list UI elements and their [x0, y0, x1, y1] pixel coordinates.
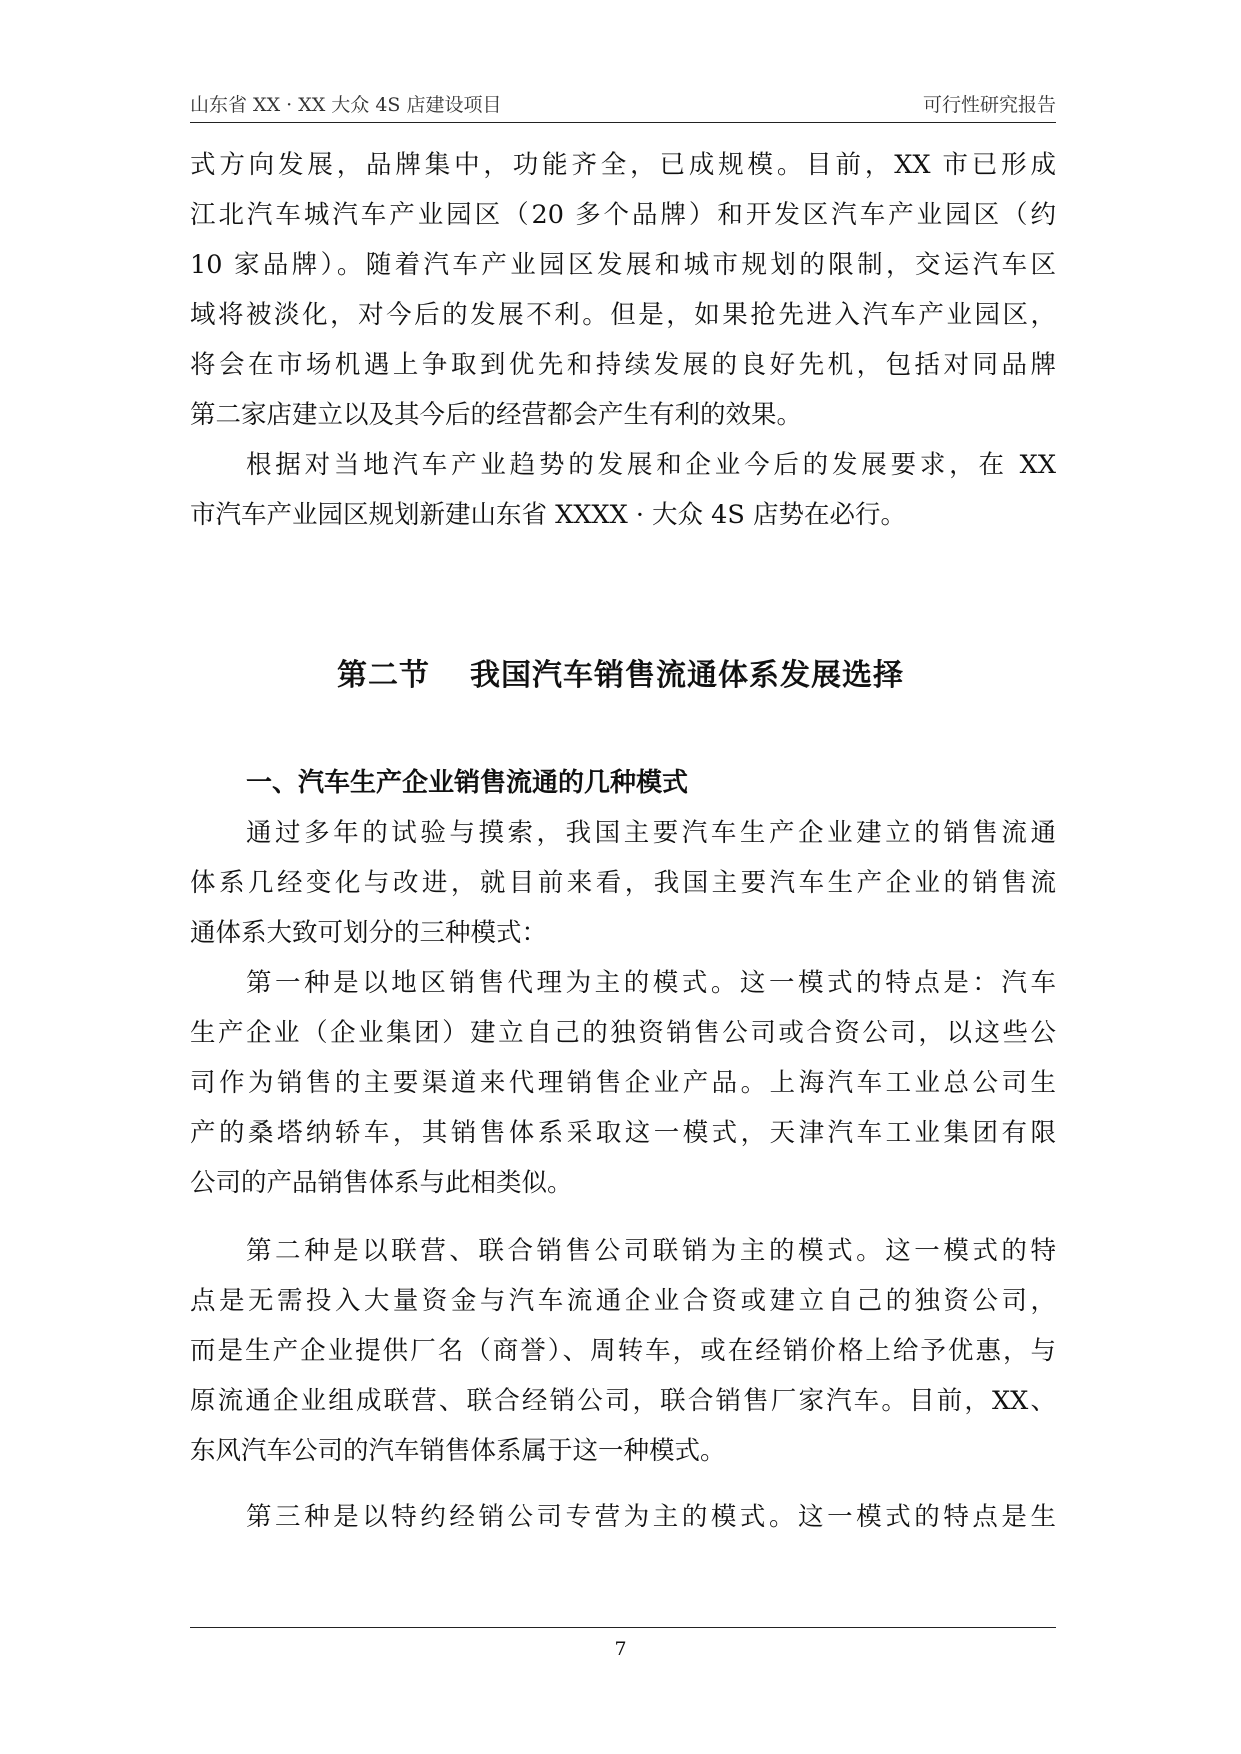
paragraph-line: 市汽车产业园区规划新建山东省 XXXX · 大众 4S 店势在必行。 — [190, 500, 906, 530]
body-line: 生产企业（企业集团）建立自己的独资销售公司或合资公司，以这些公 — [190, 1018, 1056, 1048]
paragraph-line: 域将被淡化，对今后的发展不利。但是，如果抢先进入汽车产业园区， — [190, 300, 1056, 330]
body-line: 司作为销售的主要渠道来代理销售企业产品。上海汽车工业总公司生 — [190, 1068, 1056, 1098]
paragraph-line: 式方向发展，品牌集中，功能齐全，已成规模。目前，XX 市已形成 — [190, 150, 1056, 180]
body-line: 通过多年的试验与摸索，我国主要汽车生产企业建立的销售流通 — [246, 818, 1056, 848]
subsection-heading: 一、汽车生产企业销售流通的几种模式 — [246, 768, 689, 798]
header-report-type: 可行性研究报告 — [922, 94, 1056, 116]
body-line: 第三种是以特约经销公司专营为主的模式。这一模式的特点是生 — [246, 1502, 1056, 1532]
body-line: 公司的产品销售体系与此相类似。 — [190, 1168, 573, 1198]
body-line: 点是无需投入大量资金与汽车流通企业合资或建立自己的独资公司， — [190, 1286, 1056, 1316]
paragraph-line: 10 家品牌）。随着汽车产业园区发展和城市规划的限制，交运汽车区 — [190, 250, 1056, 280]
body-line: 产的桑塔纳轿车，其销售体系采取这一模式，天津汽车工业集团有限 — [190, 1118, 1056, 1148]
body-line: 原流通企业组成联营、联合经销公司，联合销售厂家汽车。目前，XX、 — [190, 1386, 1056, 1416]
body-line: 体系几经变化与改进，就目前来看，我国主要汽车生产企业的销售流 — [190, 868, 1056, 898]
body-line: 第二种是以联营、联合销售公司联销为主的模式。这一模式的特 — [246, 1236, 1056, 1266]
page-number: 7 — [614, 1638, 627, 1660]
footer-divider — [190, 1627, 1056, 1628]
body-line: 第一种是以地区销售代理为主的模式。这一模式的特点是：汽车 — [246, 968, 1056, 998]
paragraph-line: 根据对当地汽车产业趋势的发展和企业今后的发展要求，在 XX — [246, 450, 1056, 480]
section-number: 第二节 — [337, 658, 430, 693]
section-title: 我国汽车销售流通体系发展选择 — [470, 658, 904, 693]
paragraph-line: 第二家店建立以及其今后的经营都会产生有利的效果。 — [190, 400, 803, 430]
header-project-title: 山东省 XX · XX 大众 4S 店建设项目 — [190, 94, 502, 116]
body-line: 通体系大致可划分的三种模式： — [190, 918, 548, 948]
paragraph-line: 江北汽车城汽车产业园区（20 多个品牌）和开发区汽车产业园区（约 — [190, 200, 1056, 230]
body-line: 而是生产企业提供厂名（商誉）、周转车，或在经销价格上给予优惠，与 — [190, 1336, 1056, 1366]
section-heading — [0, 650, 1241, 694]
page-header — [190, 86, 1056, 123]
paragraph-line: 将会在市场机遇上争取到优先和持续发展的良好先机，包括对同品牌 — [190, 350, 1056, 380]
body-line: 东风汽车公司的汽车销售体系属于这一种模式。 — [190, 1436, 726, 1466]
